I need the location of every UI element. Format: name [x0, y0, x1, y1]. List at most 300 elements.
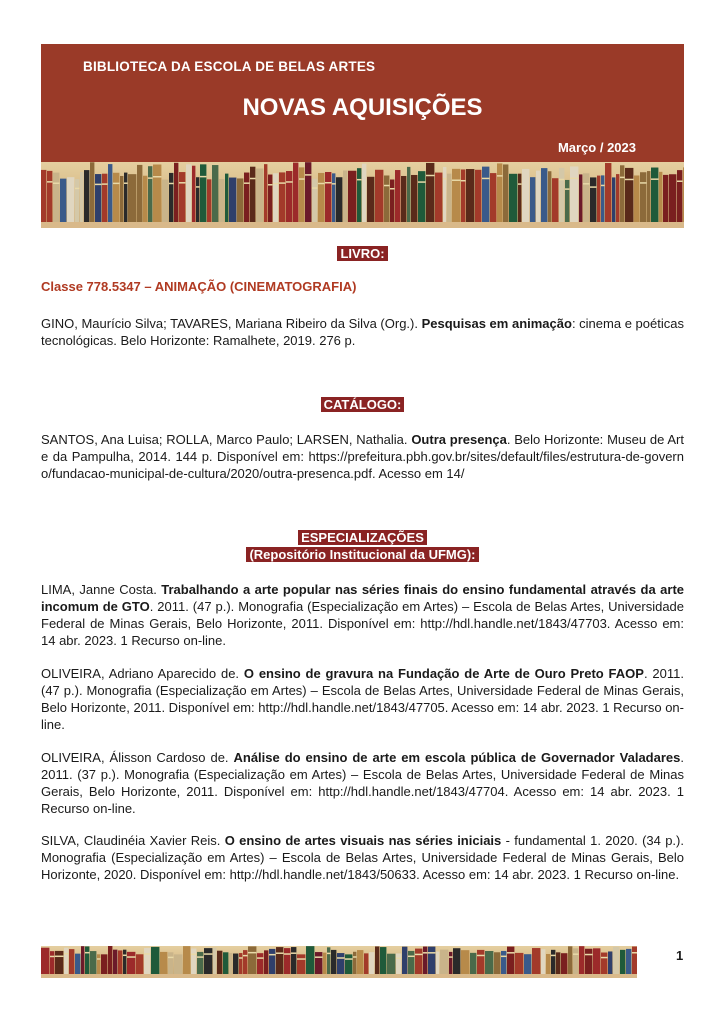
book-spine: [331, 950, 336, 974]
entry-authors: OLIVEIRA, Álisson Cardoso de.: [41, 750, 229, 765]
book-spine: [153, 165, 161, 222]
book-spine: [647, 171, 650, 222]
section-heading-especializacoes-line1: ESPECIALIZAÇÕES: [298, 530, 427, 545]
book-spine: [50, 951, 54, 974]
book-spine: [257, 953, 263, 974]
book-spine: [41, 170, 46, 222]
section-heading-livro: [0, 246, 725, 261]
book-spine: [243, 950, 247, 974]
book-spine: [174, 163, 178, 222]
book-spine: [663, 175, 668, 222]
book-spine: [143, 176, 147, 222]
book-spine: [229, 178, 236, 222]
book-spine: [423, 947, 427, 974]
book-spine: [337, 953, 344, 974]
section-heading-especializacoes: [0, 530, 725, 545]
entry-title: Trabalhando a arte popular nas séries finais do ensino fundamental através da arte incomum de GTO: [41, 582, 684, 614]
book-spine-band: [423, 952, 427, 954]
book-spine: [428, 947, 435, 974]
book-spine-band: [127, 956, 135, 958]
book-spine: [137, 165, 142, 222]
book-spine-band: [415, 954, 422, 956]
book-spine: [128, 174, 136, 222]
book-spine: [552, 178, 558, 222]
book-spine-band: [243, 955, 247, 957]
book-spine-band: [357, 179, 361, 181]
entry-especializacao-1: [41, 581, 684, 649]
book-spine: [113, 950, 117, 974]
entry-authors: LIMA, Janne Costa.: [41, 582, 157, 597]
book-spine-band: [168, 957, 173, 959]
book-spine: [466, 169, 474, 222]
book-spine: [53, 173, 59, 222]
page-number: 1: [676, 948, 684, 963]
book-spine: [213, 948, 216, 974]
book-spine: [299, 167, 304, 222]
book-spine: [264, 164, 267, 222]
book-spine: [482, 167, 489, 222]
book-spine-band: [565, 188, 569, 190]
book-spine-band: [276, 952, 283, 954]
class-line: Classe 778.5347 – ANIMAÇÃO (CINEMATOGRAFIA): [41, 279, 357, 294]
book-spine: [583, 173, 589, 222]
book-spine-band: [169, 183, 173, 185]
book-spine: [264, 950, 268, 974]
book-spine-band: [197, 956, 203, 958]
book-spine-band: [191, 954, 196, 956]
book-spine: [343, 171, 347, 222]
book-spine-band: [113, 183, 119, 185]
book-spine-band: [279, 182, 285, 184]
entry-rest: . 2011. (47 p.). Monografia (Especialização em Artes) – Escola de Belas Artes, Universidade Federal de Minas Gerais, Belo Horizonte, 2011. Disponível em: http://hdl.handle.net/1843/47703. Acesso em: 14 abr. 2023. 1 Recurso on-line.: [41, 599, 685, 648]
header-banner: [41, 44, 684, 162]
book-spine-band: [250, 178, 255, 180]
book-spine: [585, 949, 592, 974]
book-spine: [60, 179, 66, 222]
entry-especializacao-4: [41, 832, 684, 883]
book-spine: [449, 952, 452, 974]
book-spine: [293, 163, 298, 222]
book-spine: [683, 167, 684, 222]
bookshelf-bottom-svg: [41, 946, 637, 978]
book-spine: [118, 950, 122, 974]
book-spine: [640, 172, 646, 222]
issue-date: Março / 2023: [557, 140, 636, 155]
entry-authors: GINO, Maurício Silva; TAVARES, Mariana Ribeiro da Silva (Org.).: [41, 316, 418, 331]
book-spine: [108, 946, 112, 974]
bookshelf-banner-image: [41, 162, 684, 228]
book-spine: [81, 946, 84, 974]
book-spine: [453, 948, 460, 974]
book-spine-band: [144, 953, 150, 955]
book-spine: [75, 954, 80, 974]
book-spine-band: [625, 179, 633, 181]
book-spine-band: [461, 180, 465, 182]
book-spine: [541, 168, 547, 222]
book-spine-band: [551, 955, 555, 957]
book-spine: [124, 173, 127, 222]
book-spine: [192, 166, 195, 222]
book-spine-band: [75, 188, 79, 190]
book-spine: [353, 952, 356, 974]
book-spine: [204, 948, 212, 974]
book-spine: [494, 952, 500, 974]
shelf-board: [41, 222, 684, 228]
book-spine: [620, 165, 624, 222]
book-spine: [632, 947, 637, 974]
section-heading-livro-label: LIVRO:: [337, 246, 387, 261]
book-spine: [490, 173, 496, 222]
book-spine: [402, 947, 407, 974]
book-spine: [401, 176, 406, 222]
book-spine-band: [284, 953, 290, 955]
book-spine-band: [428, 952, 435, 954]
book-spine: [168, 952, 173, 974]
book-spine: [530, 177, 535, 222]
book-spine: [364, 953, 368, 974]
book-spine: [113, 173, 119, 222]
entry-authors: SANTOS, Ana Luisa; ROLLA, Marco Paulo; LARSEN, Nathalia.: [41, 432, 408, 447]
book-spine-band: [64, 953, 68, 955]
book-spine: [651, 168, 658, 222]
book-spine: [616, 174, 619, 222]
entry-rest: . 2011. (37 p.). Monografia (Especialização em Artes) – Escola de Belas Artes, Universidade Federal de Minas Gerais, Belo Horizonte, 2011. Disponível em: http://hdl.handle.net/1843/47704. Acesso em: 14 abr. 2023. 1 Recurso on-line.: [41, 750, 684, 816]
book-spine: [191, 948, 196, 974]
entry-rest: : cinema e poéticas tecnológicas. Belo Horizonte: Ramalhete, 2019. 276 p.: [41, 316, 684, 348]
book-spine: [415, 949, 422, 974]
book-spine: [120, 176, 123, 222]
book-spine: [475, 170, 481, 222]
book-spine: [384, 175, 389, 222]
book-spine: [127, 952, 135, 974]
entry-title: Outra presença: [411, 432, 507, 447]
book-spine: [325, 172, 331, 222]
book-spine: [207, 179, 211, 222]
book-spine: [522, 169, 529, 222]
book-spine-band: [570, 178, 578, 180]
book-spine: [217, 951, 222, 974]
entry-authors: OLIVEIRA, Adriano Aparecido de.: [41, 666, 240, 681]
book-spine: [408, 951, 414, 974]
book-spine: [509, 174, 517, 222]
book-spine: [461, 950, 469, 974]
book-spine: [256, 168, 263, 222]
book-spine: [47, 171, 52, 222]
book-spine-band: [327, 953, 330, 955]
book-spine: [601, 953, 607, 974]
book-spine-band: [148, 177, 152, 179]
entry-title: O ensino de artes visuais nas séries iniciais: [224, 833, 502, 848]
book-spine: [144, 948, 150, 974]
book-spine: [200, 164, 206, 222]
book-spine: [532, 948, 540, 974]
book-spine: [380, 947, 386, 974]
book-spine: [162, 180, 168, 222]
book-spine: [269, 949, 275, 974]
book-spine-band: [507, 952, 514, 954]
book-spine: [573, 948, 578, 974]
entry-title: Pesquisas em animação: [421, 316, 572, 331]
section-heading-catalogo-label: CATÁLOGO:: [321, 397, 405, 412]
book-spine: [284, 948, 290, 974]
book-spine-band: [337, 957, 344, 959]
book-spine-band: [305, 174, 311, 176]
book-spine: [312, 179, 317, 222]
book-spine: [497, 163, 502, 222]
entry-rest: . Belo Horizonte: Museu de Arte da Pampulha, 2014. 144 p. Disponível em: https://prefeitura.pbh.gov.br/sites/default/files/estrutura-de-governo/fundacao-municipal-de-cultura/2020/outra-presenca.pdf. Acesso em 14/: [41, 432, 684, 481]
entry-especializacao-3: [41, 749, 684, 817]
book-spine: [197, 952, 203, 974]
book-spine-band: [418, 181, 425, 183]
book-spine: [556, 952, 560, 974]
entry-livro: [41, 315, 684, 349]
book-spine: [369, 952, 374, 974]
book-spine: [605, 163, 611, 222]
book-spine: [601, 175, 604, 222]
book-spine: [332, 173, 335, 222]
book-spine-band: [573, 953, 578, 955]
book-spine: [95, 174, 101, 222]
book-spine: [90, 951, 96, 974]
book-spine: [470, 953, 476, 974]
book-spine: [367, 177, 374, 222]
book-spine-band: [345, 958, 352, 960]
book-spine: [608, 951, 612, 974]
book-spine-band: [273, 183, 278, 185]
book-spine: [67, 177, 74, 222]
book-spine-band: [518, 183, 521, 185]
book-spine-band: [640, 182, 646, 184]
book-spine-band: [590, 186, 596, 188]
book-spine: [336, 177, 342, 222]
book-spine: [426, 163, 434, 222]
book-spine-band: [102, 183, 107, 185]
library-name: BIBLIOTECA DA ESCOLA DE BELAS ARTES: [83, 59, 376, 74]
book-spine-band: [55, 956, 63, 958]
shelf-board: [41, 974, 637, 978]
book-spine: [559, 168, 564, 222]
book-spine: [541, 949, 545, 974]
book-spine: [546, 954, 550, 974]
bookshelf-top-svg: [41, 162, 684, 228]
book-spine-band: [651, 178, 658, 180]
book-spine: [659, 172, 662, 222]
book-spine-band: [50, 956, 54, 958]
book-spine: [323, 953, 326, 974]
book-spine: [186, 164, 191, 222]
book-spine-band: [501, 956, 506, 958]
book-spine: [64, 948, 68, 974]
book-spine: [625, 168, 633, 222]
book-spine: [233, 954, 238, 974]
book-spine: [590, 177, 596, 222]
book-spine: [250, 167, 255, 222]
book-spine: [273, 173, 278, 222]
book-spine: [123, 950, 126, 974]
book-spine-band: [153, 176, 161, 178]
book-spine-band: [179, 182, 185, 184]
book-spine: [219, 179, 224, 222]
book-spine-band: [299, 178, 304, 180]
book-spine-band: [390, 188, 394, 190]
book-spine-band: [332, 183, 335, 185]
book-spine: [669, 174, 676, 222]
book-spine: [396, 953, 401, 974]
book-spine: [348, 171, 356, 222]
book-spine: [593, 948, 600, 974]
book-spine: [452, 169, 460, 222]
book-spine-band: [601, 185, 604, 187]
entry-title: O ensino de gravura na Fundação de Arte de Ouro Preto FAOP: [243, 666, 644, 681]
book-spine: [375, 170, 383, 222]
book-spine-band: [248, 952, 256, 954]
book-spine-band: [257, 957, 263, 959]
book-spine-band: [482, 178, 489, 180]
book-spine-band: [53, 182, 59, 184]
book-spine-band: [477, 955, 484, 957]
book-spine: [244, 173, 249, 222]
book-spine: [179, 172, 185, 222]
book-spine: [411, 175, 417, 222]
book-spine: [223, 952, 228, 974]
book-spine-band: [315, 956, 322, 958]
book-spine: [407, 167, 410, 222]
book-spine-band: [200, 176, 206, 178]
book-spine: [485, 951, 493, 974]
book-spine: [327, 947, 330, 974]
book-spine-band: [620, 177, 624, 179]
book-spine: [507, 947, 514, 974]
book-spine-band: [583, 183, 589, 185]
book-spine: [90, 162, 94, 222]
book-spine-band: [632, 952, 637, 954]
book-spine: [160, 952, 167, 974]
book-spine: [443, 167, 446, 222]
book-spine: [84, 170, 89, 222]
entry-rest: - fundamental 1. 2020. (34 p.). Monografia (Especialização em Artes) – Escola de Belas Artes, Universidade Federal de Minas Gerais, Belo Horizonte, 2020. Disponível em: http://hdl.handle.net/1843/50633. Acesso em: 14 abr. 2023. 1 Recurso on-line.: [41, 833, 684, 882]
entry-catalogo: [41, 431, 684, 482]
book-spine: [212, 165, 218, 222]
entry-especializacao-2: [41, 665, 684, 733]
book-spine-band: [124, 182, 127, 184]
section-heading-especializacoes-sub: [0, 547, 725, 562]
book-spine: [524, 954, 531, 974]
book-spine: [229, 953, 232, 974]
book-spine: [41, 948, 49, 974]
book-spine-band: [312, 187, 317, 189]
book-spine-band: [443, 178, 446, 180]
book-spine-band: [426, 175, 434, 177]
book-spine-band: [559, 179, 564, 181]
book-spine-band: [318, 183, 324, 185]
entry-authors: SILVA, Claudinéia Xavier Reis.: [41, 833, 221, 848]
book-spine-band: [286, 181, 292, 183]
book-spine: [548, 171, 551, 222]
book-spine: [102, 174, 107, 222]
book-spine: [536, 171, 540, 222]
book-spine: [318, 173, 324, 222]
book-spine: [626, 949, 631, 974]
book-spine-band: [196, 186, 199, 188]
book-spine-band: [601, 957, 607, 959]
book-spine: [305, 162, 311, 222]
book-spine: [390, 180, 394, 222]
book-spine-band: [47, 181, 52, 183]
book-spine-band: [449, 956, 452, 958]
book-spine: [677, 170, 682, 222]
book-spine: [620, 950, 625, 974]
book-spine-band: [585, 954, 592, 956]
book-spine: [395, 170, 400, 222]
book-spine: [225, 174, 228, 222]
book-spine: [357, 168, 361, 222]
book-spine: [85, 946, 89, 974]
book-spine: [297, 954, 305, 974]
book-spine: [248, 946, 256, 974]
book-spine-band: [497, 175, 502, 177]
book-spine: [551, 950, 555, 974]
book-spine: [565, 180, 569, 222]
book-spine: [362, 164, 366, 222]
book-spine-band: [269, 954, 275, 956]
page-title: NOVAS AQUISIÇÕES: [242, 94, 483, 121]
book-spine: [375, 946, 379, 974]
book-spine: [151, 947, 159, 974]
book-spine: [286, 171, 292, 222]
book-spine-band: [268, 184, 272, 186]
book-spine: [613, 947, 619, 974]
book-spine-band: [325, 182, 331, 184]
book-spine: [315, 952, 322, 974]
book-spine: [503, 164, 508, 222]
book-spine: [568, 946, 572, 974]
book-spine: [440, 950, 448, 974]
book-spine: [108, 164, 112, 222]
book-spine-band: [353, 956, 356, 958]
book-spine: [169, 173, 173, 222]
book-spine-band: [95, 184, 101, 186]
book-spine-band: [239, 957, 242, 959]
book-spine: [515, 953, 523, 974]
book-spine: [612, 177, 615, 222]
book-spine: [634, 175, 639, 222]
section-heading-catalogo: [0, 397, 725, 412]
book-spine-band: [97, 958, 100, 960]
book-spine: [387, 954, 395, 974]
book-spine: [237, 178, 243, 222]
book-spine: [196, 177, 199, 222]
book-spine: [239, 953, 242, 974]
bookshelf-footer-image: [41, 946, 637, 978]
book-spine: [97, 954, 100, 974]
book-spine: [436, 952, 439, 974]
book-spine: [75, 179, 79, 222]
book-spine-band: [297, 958, 305, 960]
entry-rest: . 2011. (47 p.). Monografia (Especialização em Artes) – Escola de Belas Artes, Universidade Federal de Minas Gerais, Belo Horizonte, 2011. Disponível em: http://hdl.handle.net/1843/47705. Acesso em: 14 abr. 2023. 1 Recurso on-line.: [41, 666, 684, 732]
book-spine: [174, 954, 182, 974]
book-spine-band: [452, 179, 460, 181]
book-spine-band: [244, 182, 249, 184]
book-spine: [518, 174, 521, 222]
book-spine: [276, 947, 283, 974]
book-spine: [597, 176, 600, 222]
book-spine: [69, 949, 74, 974]
section-heading-especializacoes-line2: (Repositório Institucional da UFMG):: [246, 547, 478, 562]
book-spine: [477, 950, 484, 974]
book-spine-band: [396, 958, 401, 960]
book-spine: [345, 954, 352, 974]
book-spine: [501, 951, 506, 974]
